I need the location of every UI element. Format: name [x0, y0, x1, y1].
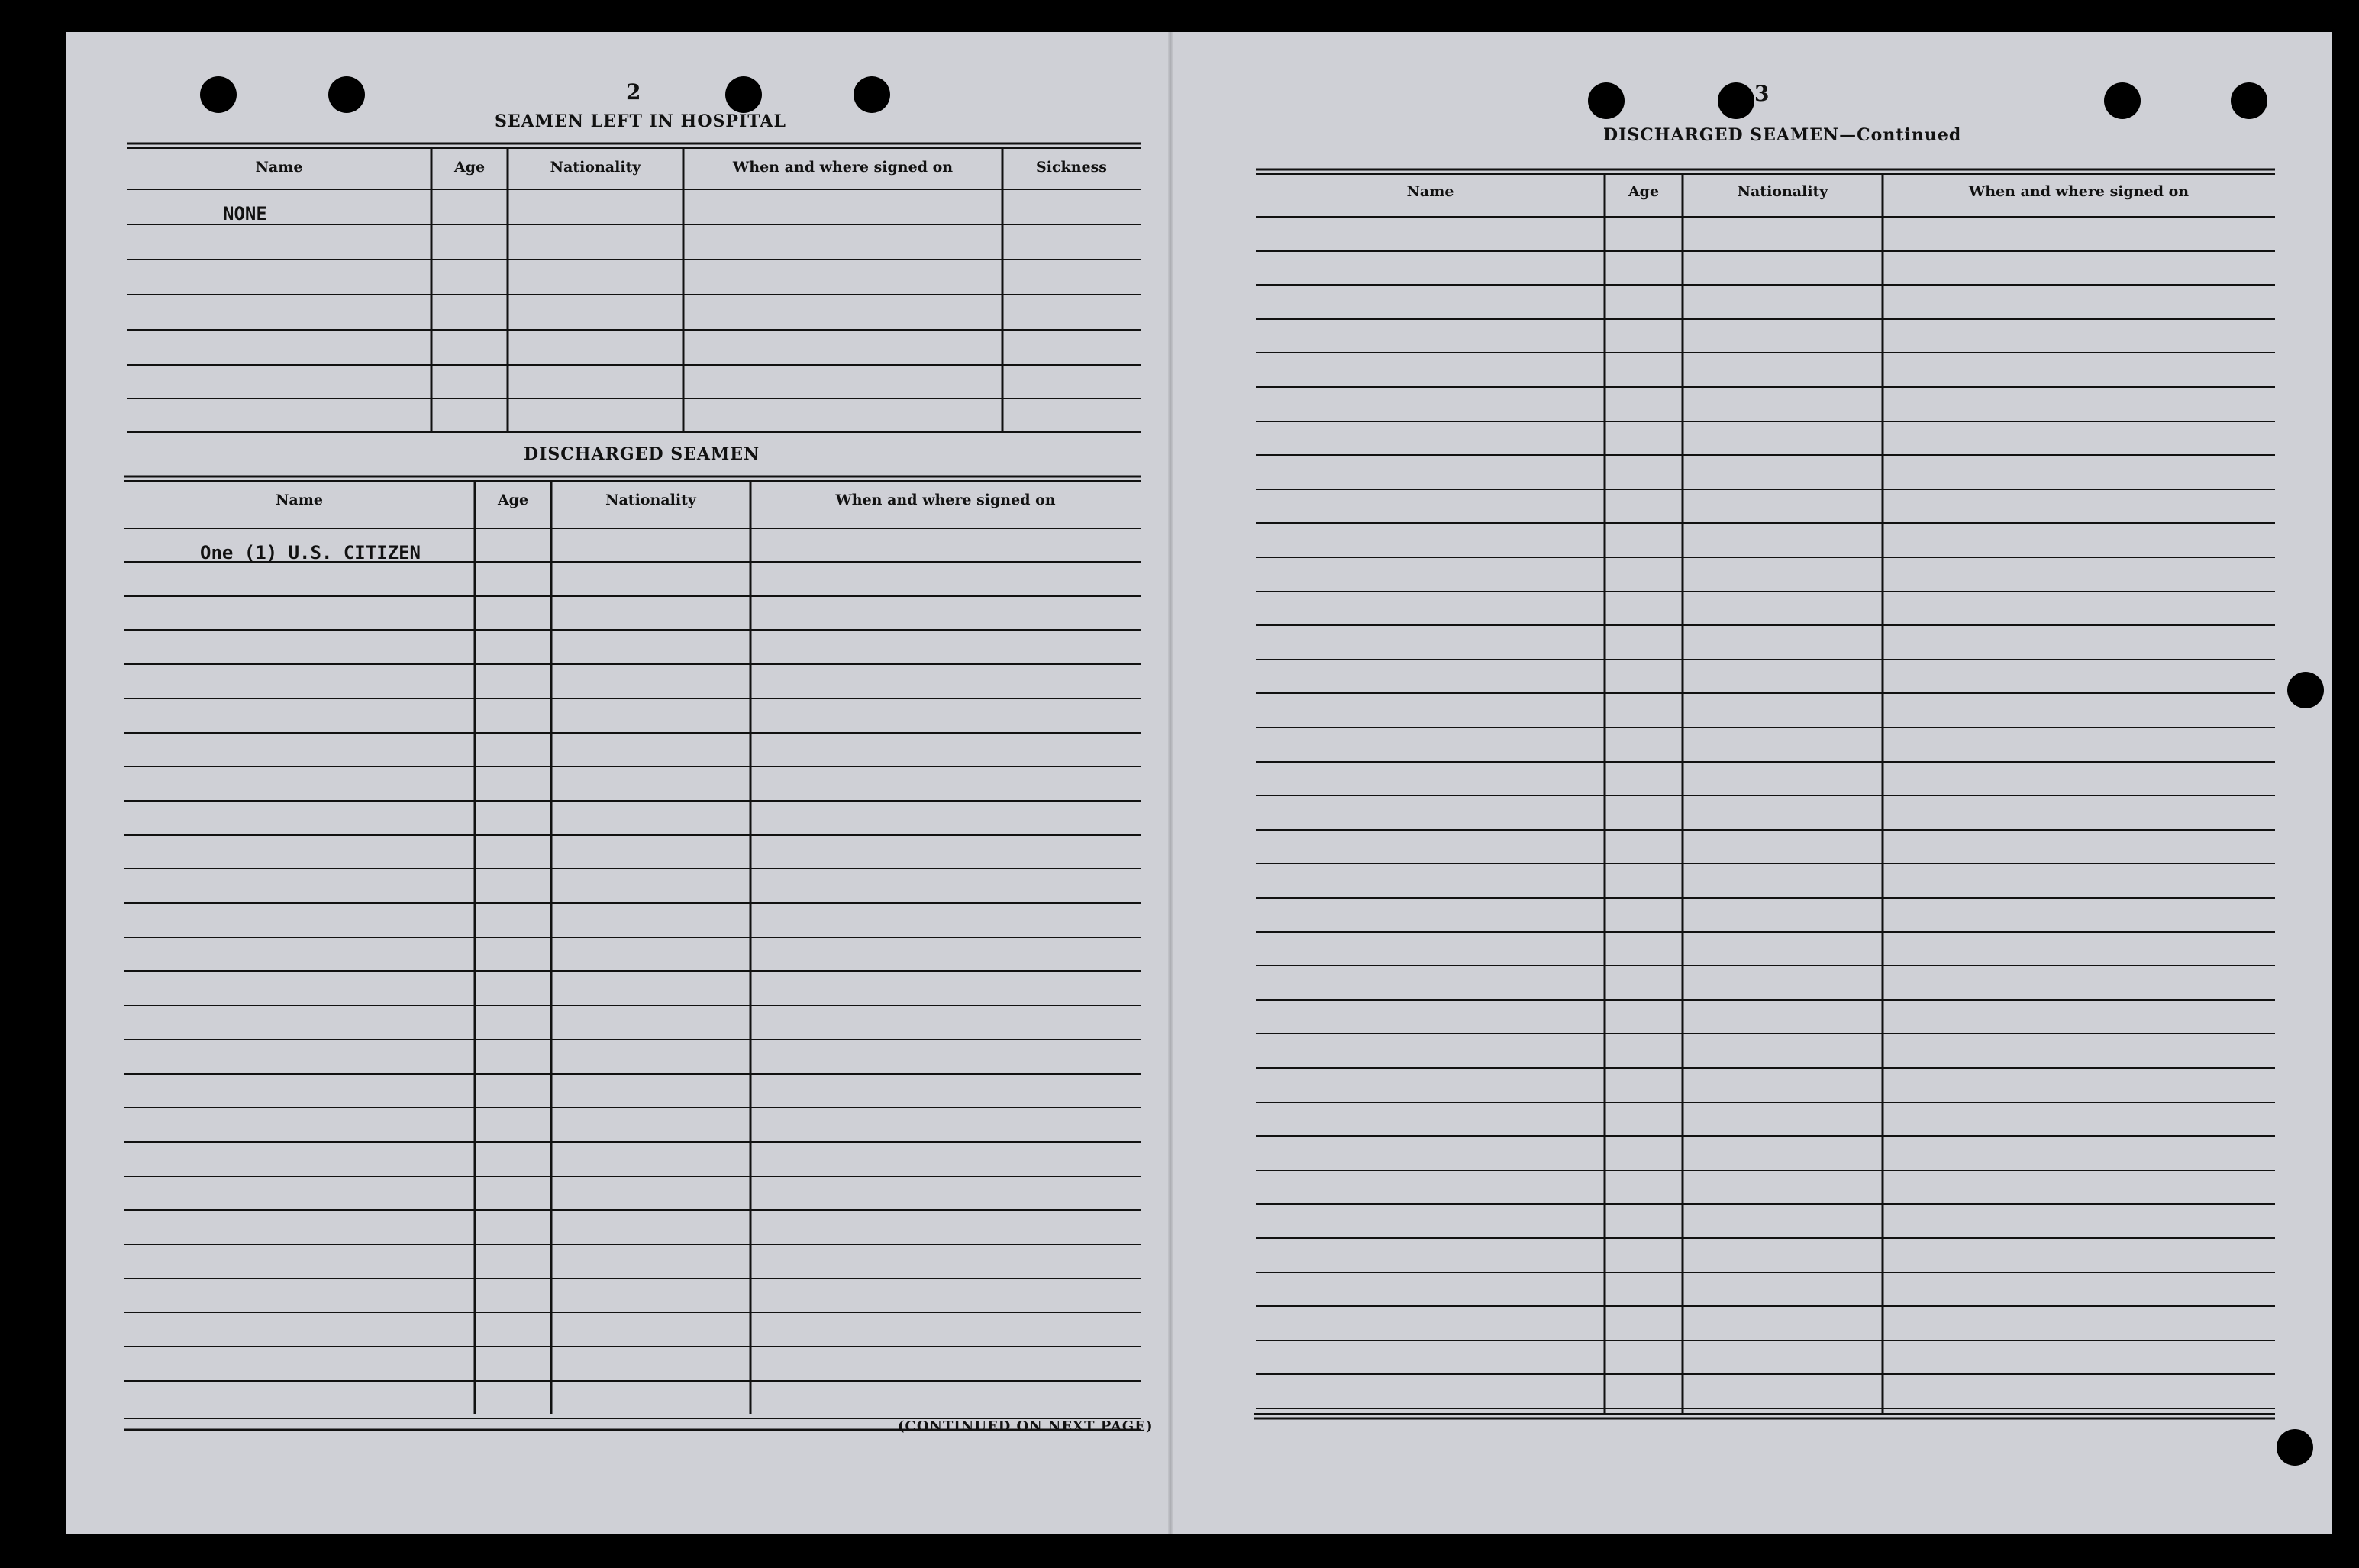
continued-col-age: Age	[1628, 183, 1660, 200]
discharged-entry: One (1) U.S. CITIZEN	[200, 542, 421, 563]
discharged-col-nationality: Nationality	[605, 492, 696, 508]
page-number-left: 2	[626, 79, 641, 105]
discharged-continued-title: DISCHARGED SEAMEN—Continued	[1603, 125, 1962, 145]
hospital-entry: NONE	[223, 203, 267, 224]
discharged-col-name: Name	[276, 492, 323, 508]
hospital-col-age: Age	[453, 159, 486, 176]
discharged-section-title: DISCHARGED SEAMEN	[524, 444, 760, 464]
page-number-right: 3	[1754, 81, 1770, 106]
continued-col-signed-on: When and where signed on	[1968, 183, 2190, 200]
continued-col-nationality: Nationality	[1737, 183, 1828, 200]
continued-note: (CONTINUED ON NEXT PAGE)	[898, 1418, 1154, 1434]
discharged-col-age: Age	[497, 492, 529, 508]
continued-col-name: Name	[1406, 183, 1454, 200]
hospital-col-nationality: Nationality	[550, 159, 641, 176]
discharged-col-signed-on: When and where signed on	[835, 492, 1056, 508]
hospital-col-signed-on: When and where signed on	[732, 159, 954, 176]
hospital-section-title: SEAMEN LEFT IN HOSPITAL	[495, 111, 786, 131]
hospital-col-sickness: Sickness	[1036, 159, 1107, 176]
hospital-col-name: Name	[255, 159, 303, 176]
